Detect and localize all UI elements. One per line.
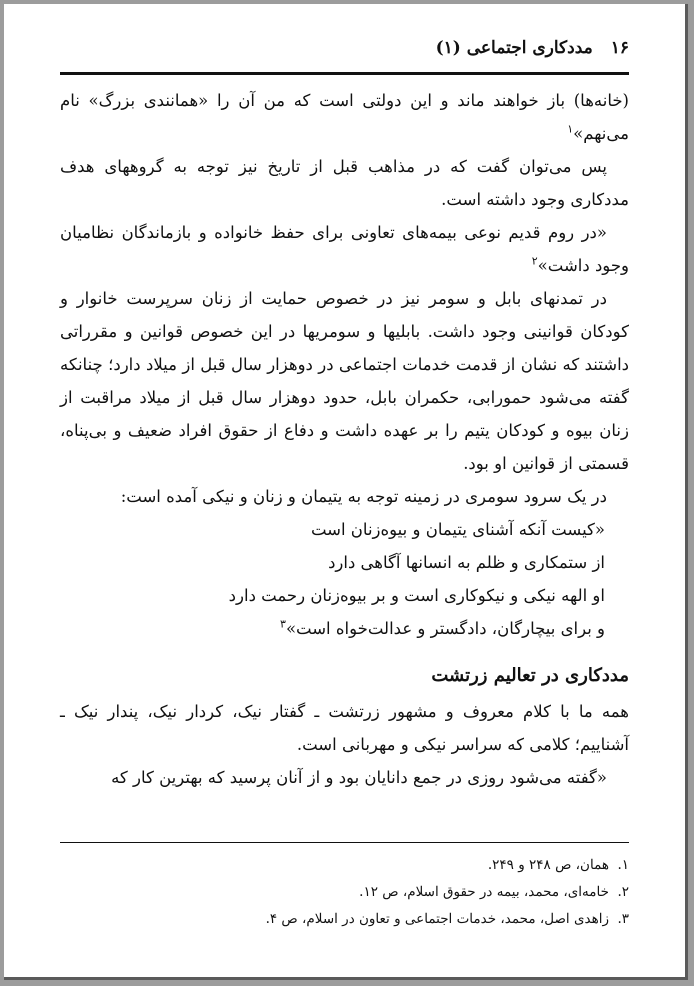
- poem-line: از ستمکاری و ظلم به انسانها آگاهی دارد: [328, 553, 605, 572]
- page-number: ۱۶: [610, 38, 629, 58]
- running-header: [60, 38, 629, 58]
- paragraph: «در روم قدیم نوعی بیمه‌های تعاونی برای حفظ خانواده و بازماندگان نظامیان وجود داشت»$^۲$: [60, 223, 629, 275]
- poem-line: و برای بیچارگان، دادگستر و عدالت‌خواه است»$^۳$: [280, 617, 605, 638]
- footnote-mark: ۲: [531, 254, 538, 268]
- paragraph: در یک سرود سومری در زمینه توجه به یتیمان و زنان و نیکی آمده است:: [120, 487, 607, 506]
- paragraph: در تمدنهای بابل و سومر نیز در خصوص حمایت از زنان سرپرست خانوار و کودکان قوانینی وجود داشت. بابلیها و سومریها در این خصوص قوانین و مقرراتی داشتند که نشان از قدمت خدمات اجتماعی در دوهزار سال قبل از میلاد دارد؛ چنانکه گفته می‌شود حمورابی، حکمران بابل، حدود دوهزار سال قبل از میلاد مراقبت از زنان بیوه و کودکان یتیم را بر عهده داشت و دفاع از حقوق افراد ضعیف و بی‌پناه، قسمتی از قوانین او بود.: [60, 289, 629, 473]
- poem: [60, 513, 629, 645]
- running-title: مددکاری اجتماعی (۱): [435, 38, 593, 58]
- footnote-mark: ۱: [567, 122, 574, 136]
- paragraph: «گفته می‌شود روزی در جمع دانایان بود و از آنان پرسید که بهترین کار که: [111, 768, 607, 787]
- header-rule: [60, 72, 629, 75]
- body-text: [60, 84, 629, 794]
- footnotes: [60, 852, 629, 933]
- footnote: ۳. زاهدی اصل، محمد، خدمات اجتماعی و تعاون در اسلام، ص ۴.: [265, 911, 629, 927]
- footnote: ۲. خامه‌ای، محمد، بیمه در حقوق اسلام، ص ۱۲.: [359, 884, 629, 900]
- book-page: [4, 4, 688, 980]
- footnote: ۱. همان، ص ۲۴۸ و ۲۴۹.: [487, 857, 629, 873]
- poem-line: «کیست آنکه آشنای یتیمان و بیوه‌زنان است: [310, 520, 605, 539]
- footnote-mark: ۳: [280, 617, 286, 631]
- paragraph: پس می‌توان گفت که در مذاهب قبل از تاریخ نیز توجه به گروههای هدف مددکاری وجود داشته است.: [60, 157, 629, 209]
- paragraph: همه ما با کلام معروف و مشهور زرتشت ـ گفتار نیک، کردار نیک، پندار نیک ـ آشناییم؛ کلامی که سراسر نیکی و مهربانی است.: [60, 702, 629, 754]
- poem-line: او الهه نیکی و نیکوکاری است و بر بیوه‌زنان رحمت دارد: [228, 586, 605, 605]
- section-heading: مددکاری در تعالیم زرتشت: [431, 665, 629, 686]
- paragraph: (خانه‌ها) باز خواهند ماند و این دولتی است که من آن را «همانندی بزرگ» نام می‌نهم»$^۱$: [60, 91, 629, 143]
- footnote-rule: [60, 842, 629, 843]
- page-content: [60, 4, 629, 977]
